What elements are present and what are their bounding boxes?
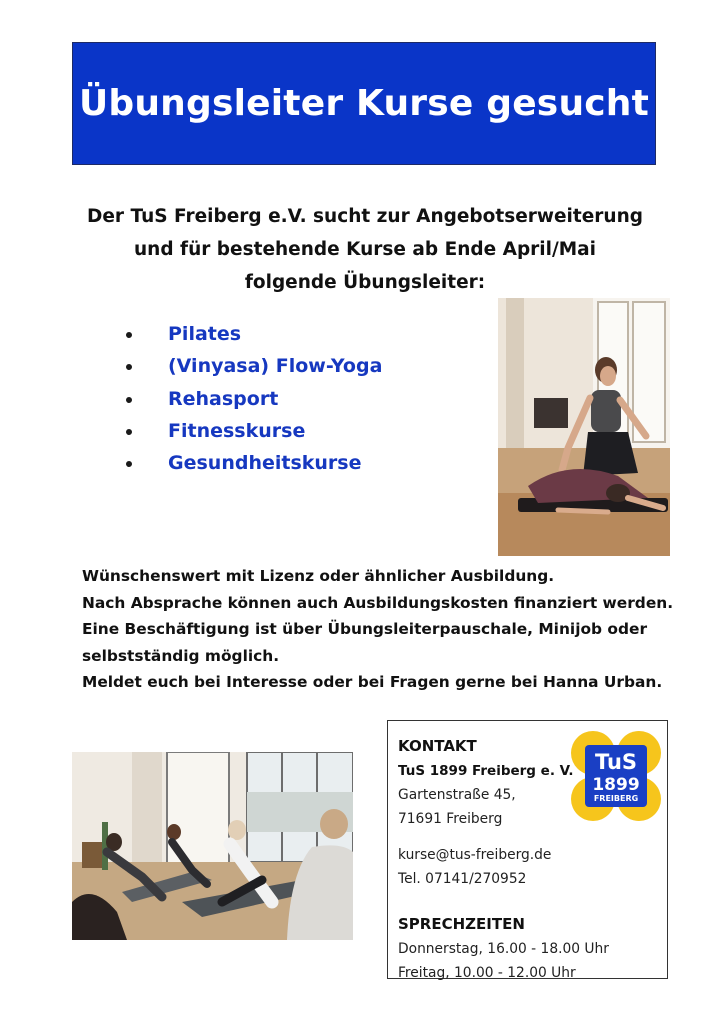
bullet-icon <box>126 364 132 370</box>
description-line: Eine Beschäftigung ist über Übungsleiterpauschale, Minijob oder <box>82 620 648 638</box>
page-title: Übungsleiter Kurse gesucht <box>78 83 650 124</box>
bullet-icon <box>126 429 132 435</box>
course-label: (Vinyasa) Flow-Yoga <box>168 355 383 378</box>
contact-email[interactable]: kurse@tus-freiberg.de <box>398 847 552 863</box>
intro-line: und für bestehende Kurse ab Ende April/Mai <box>134 239 596 260</box>
course-item <box>118 447 382 479</box>
address-city: 71691 Freiberg <box>398 811 503 827</box>
logo-text: FREIBERG <box>593 794 639 803</box>
course-label: Gesundheitskurse <box>168 452 362 475</box>
logo-text: 1899 <box>592 775 640 795</box>
title-banner <box>72 42 656 165</box>
yoga-class-photo <box>72 752 353 940</box>
intro-paragraph <box>60 200 670 299</box>
contact-phone[interactable]: Tel. 07141/270952 <box>398 871 527 887</box>
course-list <box>118 318 382 479</box>
office-hours-heading: SPRECHZEITEN <box>398 915 525 933</box>
course-label: Rehasport <box>168 387 279 410</box>
contact-heading: KONTAKT <box>398 737 477 755</box>
club-logo-icon <box>571 731 661 821</box>
course-item <box>118 350 382 382</box>
description-line: Meldet euch bei Interesse oder bei Fragen gerne bei Hanna Urban. <box>82 673 663 691</box>
intro-line: folgende Übungsleiter: <box>244 272 486 293</box>
intro-line: Der TuS Freiberg e.V. sucht zur Angebotserweiterung <box>87 206 643 227</box>
description-paragraph <box>82 563 682 696</box>
logo-text: TuS <box>594 750 638 774</box>
address-street: Gartenstraße 45, <box>398 787 516 803</box>
office-hours-line: Freitag, 10.00 - 12.00 Uhr <box>398 965 576 981</box>
organization-name: TuS 1899 Freiberg e. V. <box>398 763 574 779</box>
course-item <box>118 383 382 415</box>
bullet-icon <box>126 332 132 338</box>
course-label: Fitnesskurse <box>168 419 306 442</box>
course-label: Pilates <box>168 323 242 345</box>
yoga-instructor-photo <box>498 298 670 556</box>
course-item <box>118 318 382 350</box>
contact-box <box>387 720 668 979</box>
course-item <box>118 415 382 447</box>
description-line: selbstständig möglich. <box>82 646 280 665</box>
description-line: Wünschenswert mit Lizenz oder ähnlicher Ausbildung. <box>82 567 555 585</box>
description-line: Nach Absprache können auch Ausbildungskosten finanziert werden. <box>82 593 674 612</box>
office-hours-line: Donnerstag, 16.00 - 18.00 Uhr <box>398 941 609 957</box>
bullet-icon <box>126 397 132 403</box>
bullet-icon <box>126 461 132 467</box>
